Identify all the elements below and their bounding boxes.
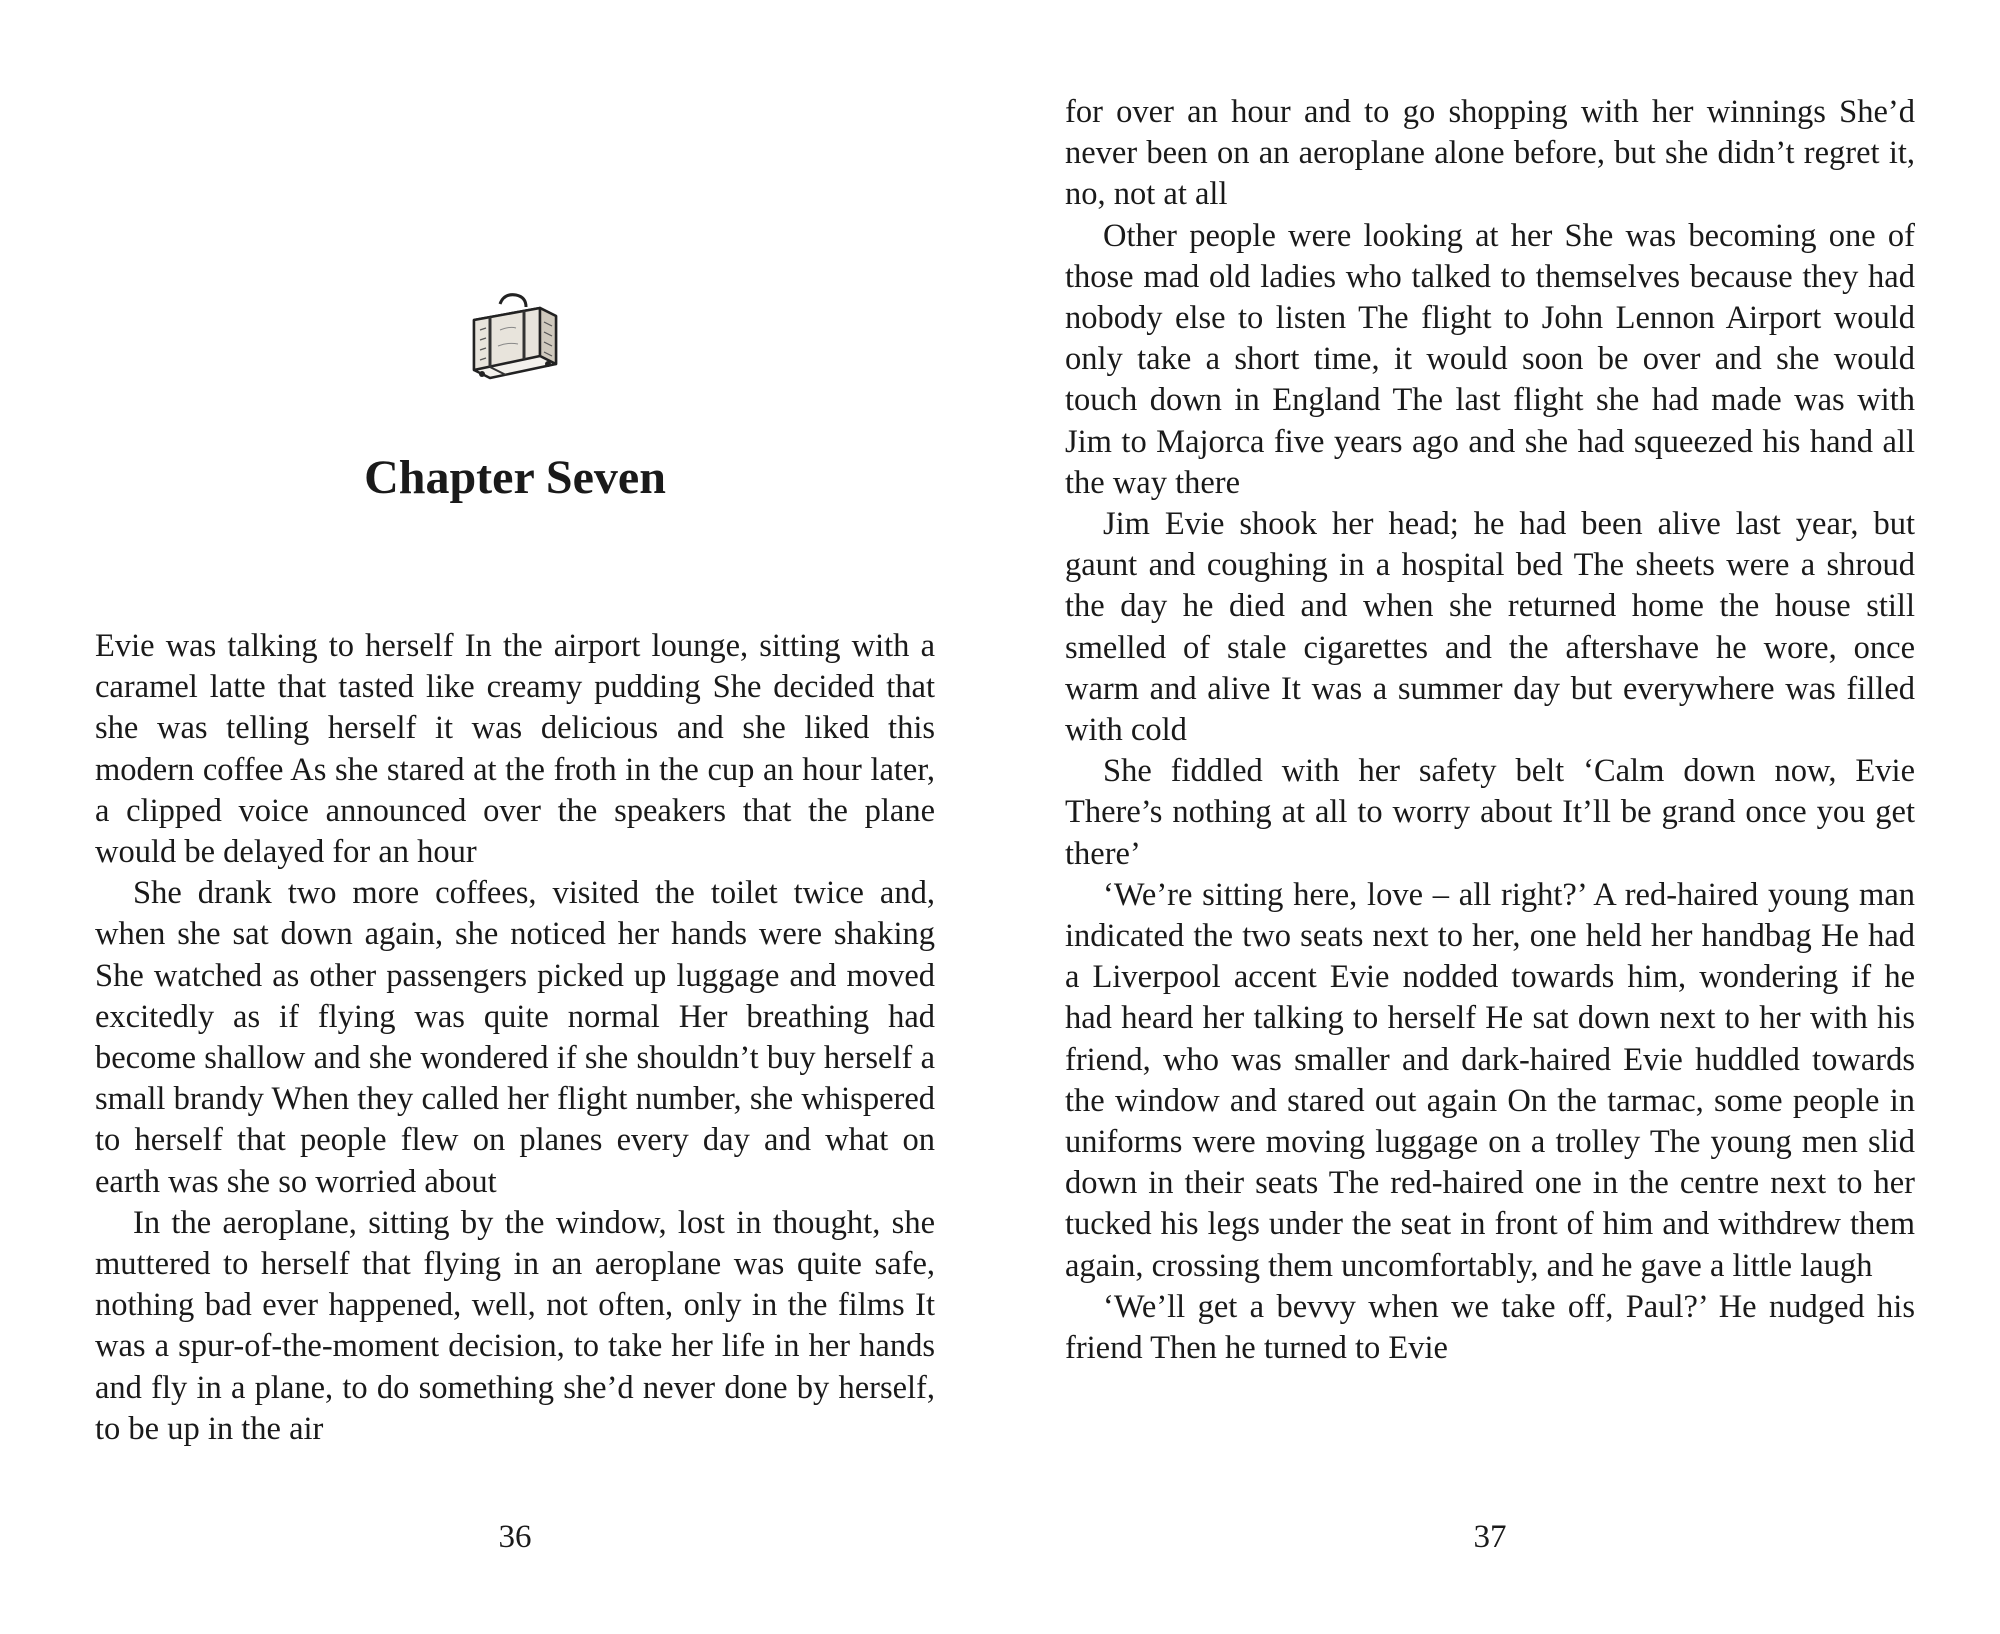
chapter-title: Chapter Seven bbox=[364, 451, 666, 504]
suitcase-icon bbox=[460, 290, 570, 390]
left-body-text bbox=[95, 626, 935, 1450]
page-number-right: 37 bbox=[1473, 1519, 1507, 1555]
paragraph: Evie was talking to herself In the airport lounge, sitting with a caramel latte that tasted like creamy pudding She decided that she was telling herself it was delicious and she liked this modern coffee As she stared at the froth in the cup an hour later, a clipped voice announced over the speakers that the plane would be delayed for an hour bbox=[95, 628, 935, 871]
paragraph: for over an hour and to go shopping with her winnings She’d never been on an aeroplane alone before, but she didn’t regret it, no, not at all bbox=[1065, 94, 1915, 213]
paragraph: ‘We’re sitting here, love – all right?’ A red-haired young man indicated the two seats next to her, one held her handbag He had a Liverpool accent Evie nodded towards him, wondering if he had heard her talking to herself He sat down next to her with his friend, who was smaller and dark-haired Evie huddled towards the window and stared out again On the tarmac, some people in uniforms were moving luggage on a trolley The young men slid down in their seats The red-haired one in the centre next to her tucked his legs under the seat in front of him and withdrew them again, crossing them uncomfortably, and he gave a little laugh bbox=[1065, 876, 1915, 1284]
paragraph: Other people were looking at her She was becoming one of those mad old ladies who talked to themselves because they had nobody else to listen The flight to John Lennon Airport would only take a short time, it would soon be over and she would touch down in England The last flight she had made was with Jim to Majorca five years ago and she had squeezed his hand all the way there bbox=[1065, 217, 1915, 501]
left-page bbox=[95, 0, 935, 1634]
paragraph: Jim Evie shook her head; he had been alive last year, but gaunt and coughing in a hospital bed The sheets were a shroud the day he died and when she returned home the house still smelled of stale cigarettes and the aftershave he wore, once warm and alive It was a summer day but everywhere was filled with cold bbox=[1065, 506, 1915, 749]
right-body-text bbox=[1065, 92, 1915, 1369]
paragraph: She fiddled with her safety belt ‘Calm down now, Evie There’s nothing at all to worry about It’ll be grand once you get there’ bbox=[1065, 753, 1915, 872]
page-number-left: 36 bbox=[498, 1519, 532, 1555]
right-page bbox=[1065, 0, 1915, 1634]
paragraph: In the aeroplane, sitting by the window, lost in thought, she muttered to herself that flying in an aeroplane was quite safe, nothing bad ever happened, well, not often, only in the films It was a spur-of-the-moment decision, to take her life in her hands and fly in a plane, to do something she’d never done by herself, to be up in the air bbox=[95, 1204, 935, 1447]
paragraph: ‘We’ll get a bevvy when we take off, Paul?’ He nudged his friend Then he turned to Evie bbox=[1065, 1288, 1915, 1367]
paragraph: She drank two more coffees, visited the toilet twice and, when she sat down again, she noticed her hands were shaking She watched as other passengers picked up luggage and moved excitedly as if flying was quite normal Her breathing had become shallow and she wondered if she shouldn’t buy herself a small brandy When they called her flight number, she whispered to herself that people flew on planes every day and what on earth was she so worried about bbox=[95, 875, 935, 1200]
